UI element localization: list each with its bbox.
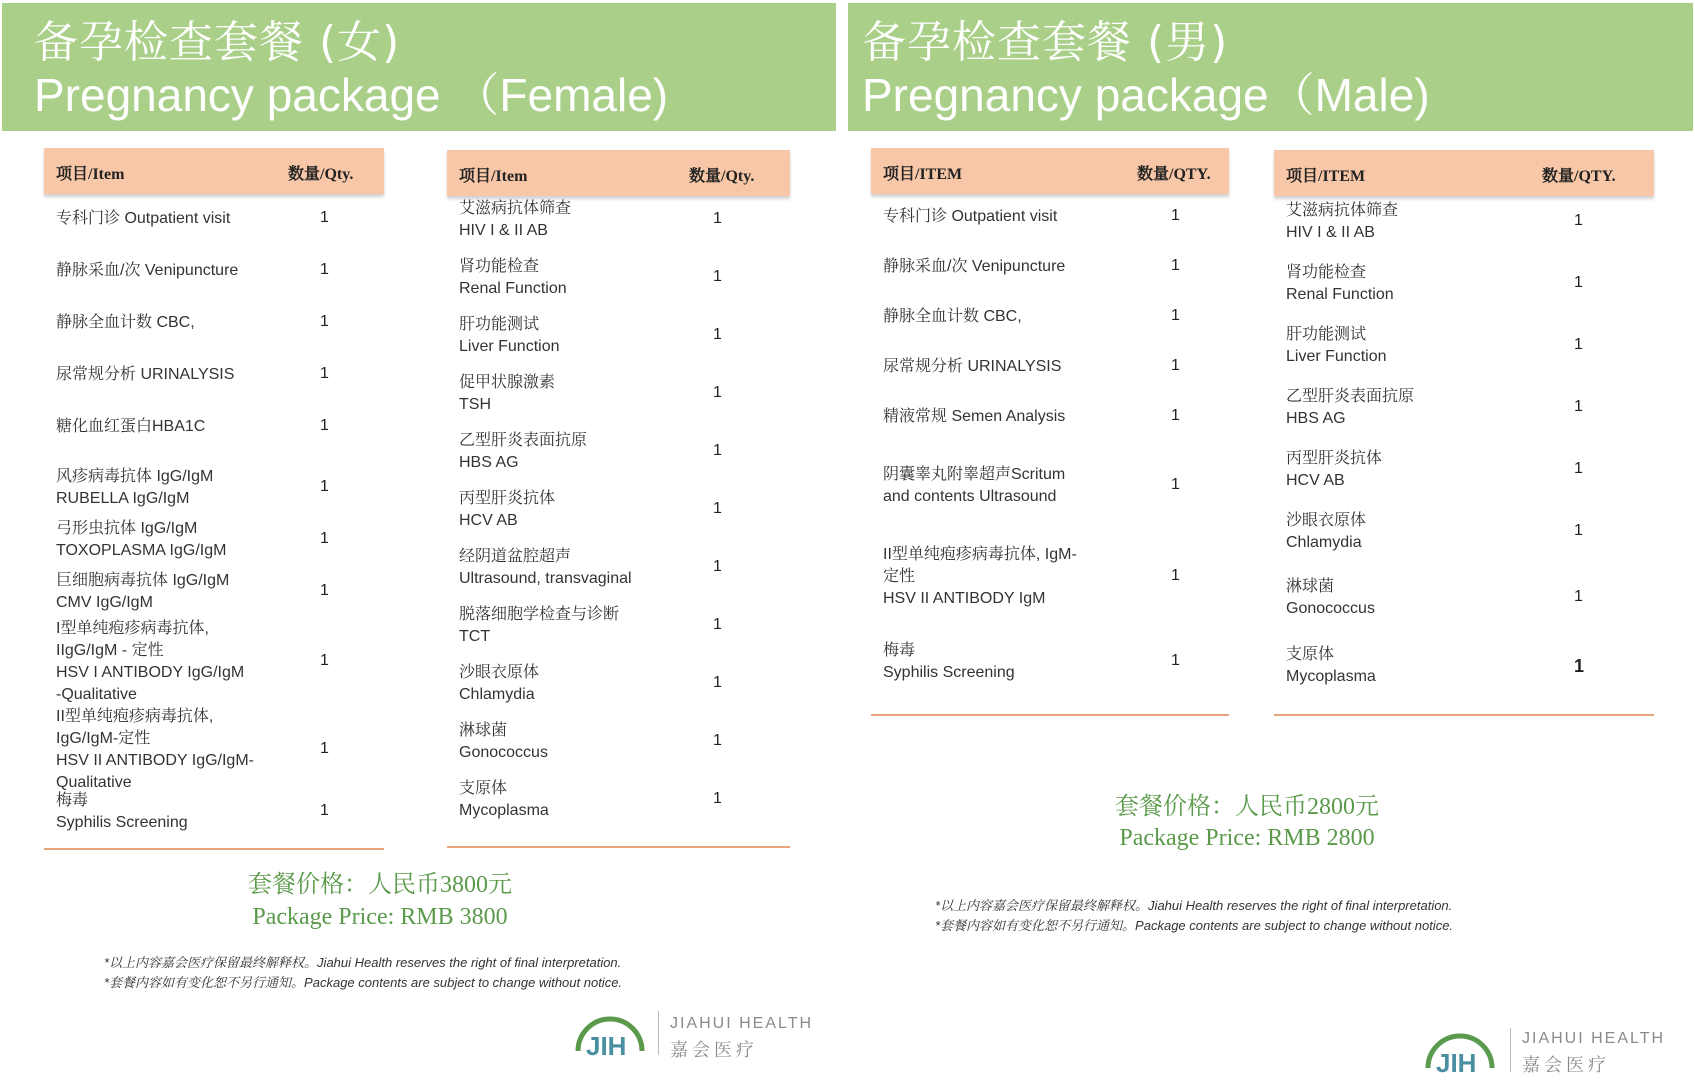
item-name: 风疹病毒抗体 IgG/IgM RUBELLA IgG/IgM [56,468,214,507]
header-qty: 数量/Qty. [689,168,755,185]
male-banner [848,3,1693,131]
item-name: 尿常规分析 URINALYSIS [883,358,1062,375]
header-qty: 数量/QTY. [1542,168,1616,185]
item-name: 经阴道盆腔超声 Ultrasound, transvaginal [459,548,632,587]
table-row [44,364,384,386]
item-qty: 1 [1574,460,1583,477]
header-item: 项目/Item [459,168,528,185]
table-row [44,706,384,794]
item-qty: 1 [1574,522,1583,539]
female-left-table [44,148,384,850]
item-qty: 1 [1574,274,1583,291]
table-row [447,604,790,648]
item-name: 乙型肝炎表面抗原 HBS AG [459,432,588,471]
table-row [44,790,384,834]
item-qty: 1 [320,313,329,330]
item-name: 阴囊睾丸附睾超声Scritum and contents Ultrasound [883,466,1066,505]
item-qty: 1 [320,417,329,434]
item-name: 肾功能检查 Renal Function [1286,264,1394,303]
item-qty: 1 [1171,307,1180,324]
male-price-en: Package Price: RMB 2800 [1119,825,1375,851]
item-name: 精液常规 Semen Analysis [883,408,1066,425]
table-row [447,662,790,706]
table-header [871,148,1229,194]
male-title-en: Pregnancy package（Male) [862,69,1430,121]
item-qty: 1 [713,442,722,459]
item-qty: 1 [713,210,722,227]
table-header [447,150,790,196]
table-row [1274,200,1654,244]
item-name: 丙型肝炎抗体 HCV AB [459,490,556,529]
table-row [44,570,384,614]
table-row [447,720,790,764]
item-qty: 1 [1171,207,1180,224]
item-name: 静脉全血计数 CBC, [883,308,1022,325]
item-qty: 1 [320,530,329,547]
item-name: I型单纯疱疹病毒抗体, IIgG/IgM - 定性 HSV I ANTIBODY IgG/IgM -Qualitative [56,620,245,703]
item-qty: 1 [320,209,329,226]
male-price-cn: 套餐价格：人民币2800元 [1115,794,1379,820]
item-qty: 1 [713,790,722,807]
item-name: 沙眼衣原体 Chlamydia [459,664,540,703]
table-row [871,464,1229,508]
table-row [871,544,1229,610]
item-qty: 1 [1171,567,1180,584]
item-name: 沙眼衣原体 Chlamydia [1286,512,1367,551]
svg-text:JIH: JIH [1436,1048,1477,1074]
item-qty: 1 [1574,212,1583,229]
item-qty: 1 [1171,407,1180,424]
table-row [447,314,790,358]
table-row [871,406,1229,428]
table-row [1274,510,1654,554]
item-name: 梅毒 Syphilis Screening [883,642,1015,681]
table-row [1274,324,1654,368]
item-qty: 1 [1574,656,1585,676]
item-qty: 1 [320,652,329,669]
header-qty: 数量/QTY. [1137,166,1211,183]
item-name: 丙型肝炎抗体 HCV AB [1286,450,1383,489]
table-row [44,260,384,282]
table-row [447,488,790,532]
male-right-table [1274,150,1654,716]
male-note-2: *套餐内容如有变化恕不另行通知。Package contents are subject to change without notice. [935,918,1454,933]
female-banner [2,3,836,131]
item-name: 脱落细胞学检查与诊断 TCT [459,606,620,645]
header-item: 项目/ITEM [883,166,963,183]
item-qty: 1 [320,365,329,382]
logo-text-cn: 嘉会医疗 [670,1040,758,1061]
table-row [871,306,1229,328]
item-qty: 1 [713,500,722,517]
item-name: 促甲状腺激素 TSH [459,374,556,413]
item-name: 乙型肝炎表面抗原 HBS AG [1286,388,1415,427]
item-qty: 1 [320,582,329,599]
item-name: 艾滋病抗体筛查 HIV I & II AB [1286,202,1399,241]
table-row [447,198,790,242]
male-package-panel [847,0,1694,1080]
item-qty: 1 [1171,476,1180,493]
item-name: II型单纯疱疹病毒抗体, IgM- 定性 HSV II ANTIBODY IgM [883,546,1077,607]
item-name: 艾滋病抗体筛查 HIV I & II AB [459,200,572,239]
table-row [44,518,384,562]
item-qty: 1 [1574,398,1583,415]
item-qty: 1 [713,558,722,575]
item-name: 糖化血红蛋白HBA1C [56,418,206,435]
header-qty: 数量/Qty. [288,166,354,183]
table-row [1274,448,1654,492]
item-qty: 1 [713,616,722,633]
table-header [44,148,384,194]
female-logo [570,1005,830,1065]
table-row [447,256,790,300]
logo-text-en: JIAHUI HEALTH [1522,1030,1666,1047]
female-note-1: *以上内容嘉会医疗保留最终解释权。Jiahui Health reserves the right of final interpretation. [104,955,622,970]
item-name: 专科门诊 Outpatient visit [56,210,231,227]
item-qty: 1 [1574,588,1583,605]
female-price-en: Package Price: RMB 3800 [252,904,508,930]
table-header [1274,150,1654,196]
item-name: 尿常规分析 URINALYSIS [56,366,235,383]
item-name: 静脉采血/次 Venipuncture [883,258,1066,275]
table-row [1274,576,1654,620]
item-name: 淋球菌 Gonococcus [1286,578,1375,617]
table-row [44,466,384,510]
item-qty: 1 [1171,257,1180,274]
male-note-1: *以上内容嘉会医疗保留最终解释权。Jiahui Health reserves the right of final interpretation. [935,898,1453,913]
table-row [44,312,384,334]
table-row [44,618,384,706]
female-package-panel [0,0,847,1080]
table-row [44,416,384,438]
table-row [447,372,790,416]
male-title-cn: 备孕检查套餐 (男) [862,17,1229,68]
header-item: 项目/ITEM [1286,168,1366,185]
female-title-cn: 备孕检查套餐 (女) [34,17,401,68]
table-row [1274,386,1654,430]
table-row [447,546,790,590]
item-qty: 1 [320,261,329,278]
item-name: 肝功能测试 Liver Function [459,316,560,355]
item-name: 淋球菌 Gonococcus [459,722,548,761]
table-row [447,430,790,474]
item-name: 肝功能测试 Liver Function [1286,326,1387,365]
item-name: 静脉采血/次 Venipuncture [56,262,239,279]
male-left-table [871,148,1229,716]
table-row [871,356,1229,378]
item-name: 支原体 Mycoplasma [459,780,549,819]
svg-text:JIH: JIH [586,1031,627,1061]
jiahui-logo-icon [1420,1018,1500,1074]
item-qty: 1 [713,732,722,749]
table-row [447,778,790,822]
item-name: 肾功能检查 Renal Function [459,258,567,297]
male-logo [1420,1018,1690,1078]
table-row [871,206,1229,228]
logo-text-cn: 嘉会医疗 [1522,1055,1610,1076]
item-name: 专科门诊 Outpatient visit [883,208,1058,225]
table-row [44,208,384,230]
item-name: 静脉全血计数 CBC, [56,314,195,331]
header-item: 项目/Item [56,166,125,183]
item-name: 弓形虫抗体 IgG/IgM TOXOPLASMA IgG/IgM [56,520,227,559]
item-qty: 1 [1171,357,1180,374]
item-qty: 1 [1171,652,1180,669]
logo-text-en: JIAHUI HEALTH [670,1015,814,1032]
item-name: 梅毒 Syphilis Screening [56,792,188,831]
female-price-cn: 套餐价格：人民币3800元 [248,872,512,898]
item-qty: 1 [320,740,329,757]
item-name: 支原体 Mycoplasma [1286,646,1376,685]
female-title-en: Pregnancy package （Female) [34,69,669,121]
item-qty: 1 [713,268,722,285]
item-qty: 1 [320,802,329,819]
item-qty: 1 [713,326,722,343]
item-name: II型单纯疱疹病毒抗体, IgG/IgM-定性 HSV II ANTIBODY IgG/IgM- Qualitative [56,708,254,791]
table-row [871,256,1229,278]
table-row [1274,644,1654,688]
table-row [871,640,1229,684]
female-note-2: *套餐内容如有变化恕不另行通知。Package contents are subject to change without notice. [104,975,623,990]
female-right-table [447,150,790,848]
item-name: 巨细胞病毒抗体 IgG/IgM CMV IgG/IgM [56,572,230,611]
item-qty: 1 [713,384,722,401]
jiahui-logo-icon [570,1005,650,1061]
table-row [1274,262,1654,306]
item-qty: 1 [1574,336,1583,353]
item-qty: 1 [320,478,329,495]
item-qty: 1 [713,674,722,691]
